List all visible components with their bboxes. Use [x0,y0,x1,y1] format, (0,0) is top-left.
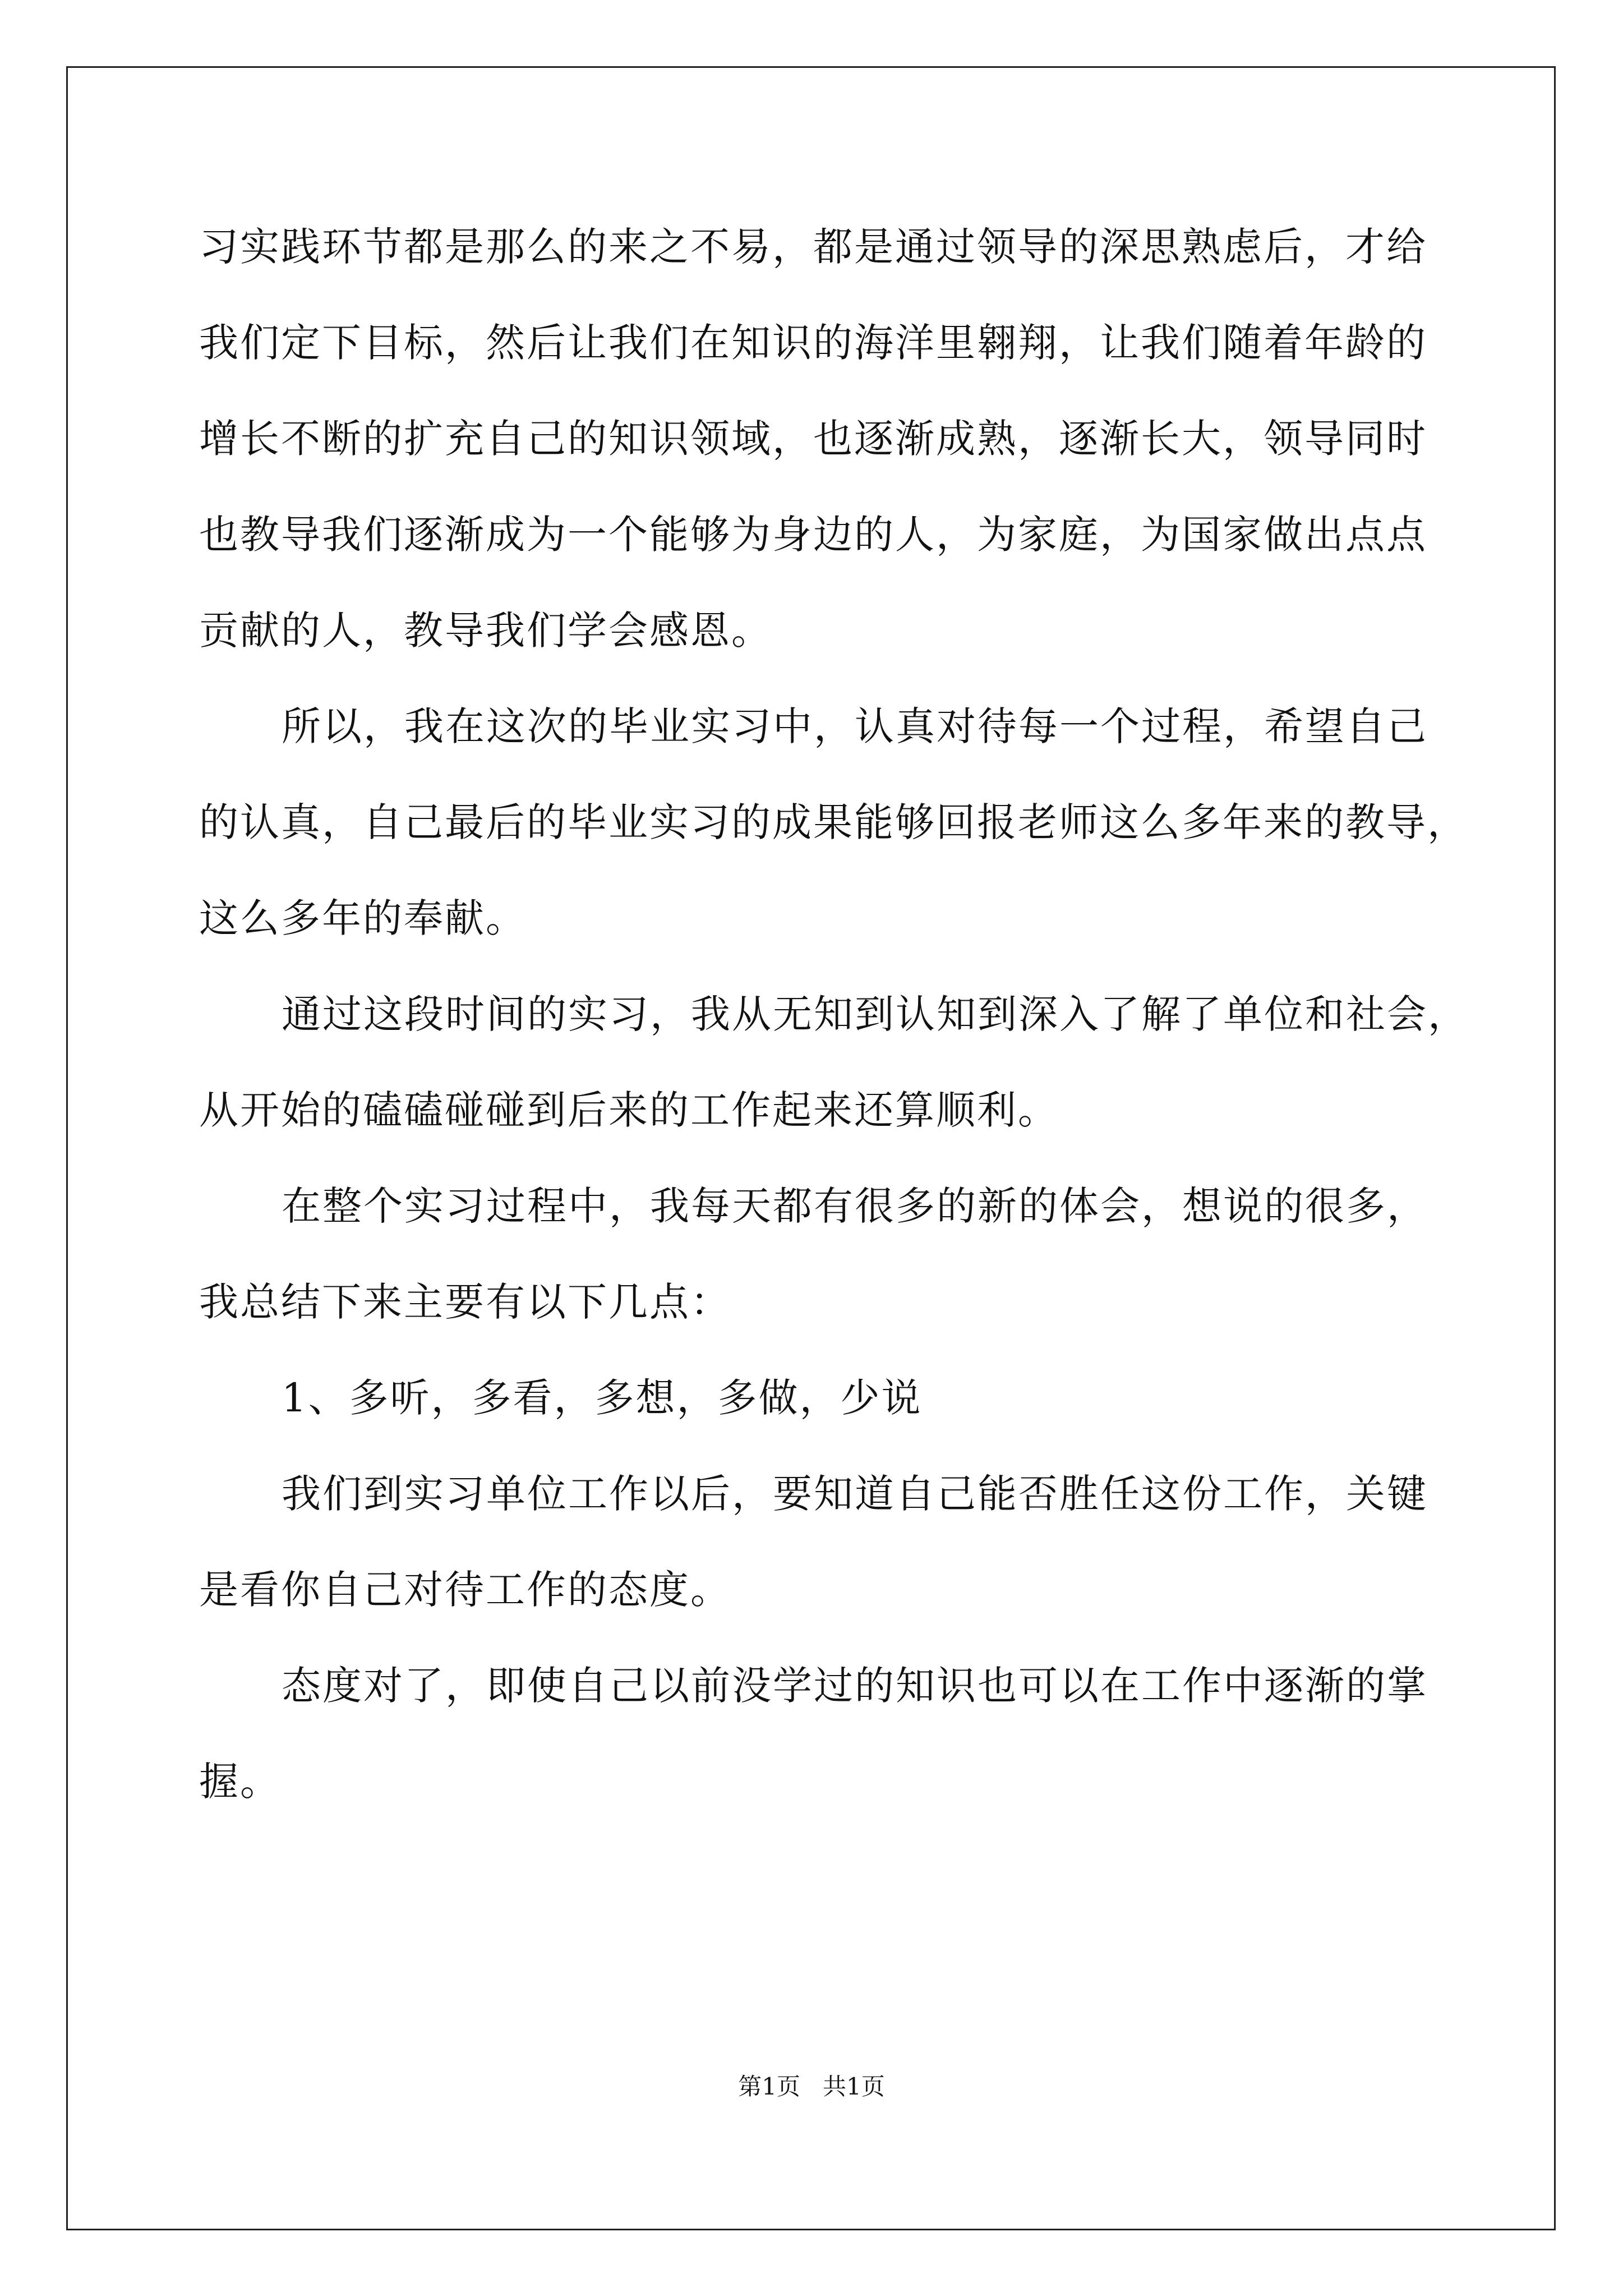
text-line: 在整个实习过程中，我每天都有很多的新的体会，想说的很多， [282,1183,1428,1229]
text-line: 的认真，自己最后的毕业实习的成果能够回报老师这么多年来的教导， [199,799,1468,845]
document-body [199,216,1469,1847]
list-item-heading: 1、多听，多看，多想，多做，少说 [282,1375,923,1421]
text-line: 所以，我在这次的毕业实习中，认真对待每一个过程，希望自己 [282,703,1428,749]
text-line: 习实践环节都是那么的来之不易，都是通过领导的深思熟虑后，才给 [199,224,1427,270]
text-line: 增长不断的扩充自己的知识领域，也逐渐成熟，逐渐长大，领导同时 [199,416,1427,462]
page-footer: 第1页 共1页 [738,2073,885,2100]
text-line: 这么多年的奉献。 [199,895,527,941]
text-line: 我总结下来主要有以下几点： [199,1279,731,1325]
text-line: 握。 [199,1759,281,1805]
text-line: 通过这段时间的实习，我从无知到认知到深入了解了单位和社会， [282,991,1469,1037]
text-line: 贡献的人，教导我们学会感恩。 [199,608,772,654]
text-line: 从开始的磕磕碰碰到后来的工作起来还算顺利。 [199,1087,1059,1133]
text-line: 是看你自己对待工作的态度。 [199,1567,731,1613]
text-line: 我们到实习单位工作以后，要知道自己能否胜任这份工作，关键 [282,1471,1428,1517]
text-line: 也教导我们逐渐成为一个能够为身边的人，为家庭，为国家做出点点 [199,512,1427,558]
text-line: 我们定下目标，然后让我们在知识的海洋里翱翔，让我们随着年龄的 [199,320,1427,366]
text-line: 态度对了，即使自己以前没学过的知识也可以在工作中逐渐的掌 [282,1663,1428,1709]
